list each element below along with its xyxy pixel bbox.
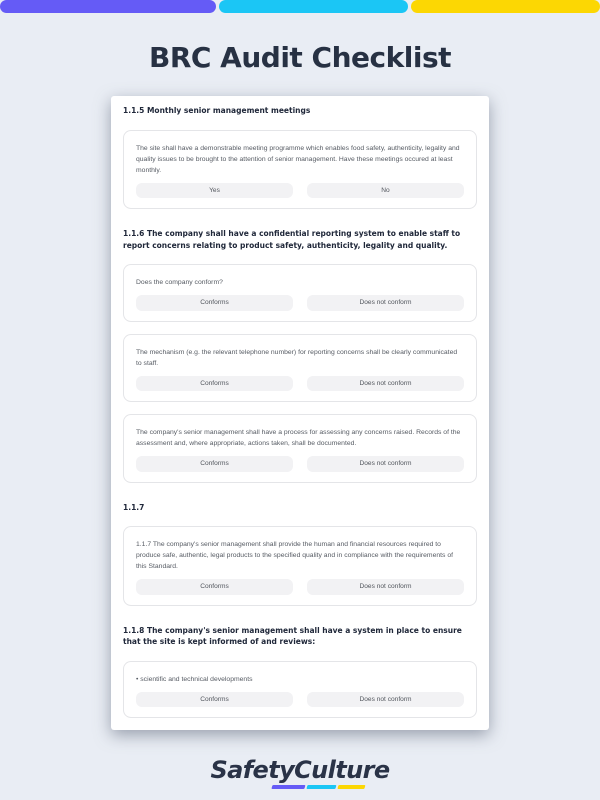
answer-button-does-not-conform[interactable]: Does not conform: [307, 692, 464, 708]
answer-button-conforms[interactable]: Conforms: [136, 579, 293, 595]
checklist-section: [121, 625, 479, 719]
answer-button-yes[interactable]: Yes: [136, 183, 293, 199]
question-text: The company's senior management shall have a process for assessing any concerns raised. Records of the assessment and, where appropriate, actions taken, shall be documented.: [136, 429, 461, 447]
logo-underline-cyan: [307, 785, 337, 789]
answer-button-row: [136, 295, 464, 311]
safetyculture-logo: [210, 757, 389, 789]
answer-button-does-not-conform[interactable]: Does not conform: [307, 376, 464, 392]
page-title: BRC Audit Checklist: [148, 41, 451, 74]
question-text: The mechanism (e.g. the relevant telephone number) for reporting concerns shall be clearly communicated to staff.: [136, 348, 458, 367]
answer-button-conforms[interactable]: Conforms: [136, 692, 293, 708]
checklist-card: [111, 96, 489, 730]
checklist-section: [121, 105, 479, 209]
logo-text-culture: Culture: [294, 756, 390, 784]
logo-text-safety: Safety: [210, 756, 295, 784]
answer-button-row: [136, 376, 464, 392]
question-box: [123, 130, 477, 210]
answer-button-does-not-conform[interactable]: Does not conform: [307, 295, 464, 311]
question-box: [123, 526, 477, 606]
question-text: Does the company conform?: [136, 279, 223, 286]
answer-button-conforms[interactable]: Conforms: [136, 376, 293, 392]
accent-segment-yellow: [411, 0, 600, 13]
question-text: • scientific and technical developments: [136, 675, 253, 683]
section-heading: 1.1.7: [123, 502, 145, 512]
answer-button-row: [136, 183, 464, 199]
section-heading: 1.1.5 Monthly senior management meetings: [123, 106, 311, 115]
answer-button-no[interactable]: No: [307, 183, 464, 199]
answer-button-row: [136, 579, 464, 595]
answer-button-does-not-conform[interactable]: Does not conform: [307, 579, 464, 595]
accent-segment-cyan: [219, 0, 408, 13]
question-box: [123, 414, 477, 483]
footer: [0, 757, 600, 789]
answer-button-does-not-conform[interactable]: Does not conform: [307, 456, 464, 472]
answer-button-conforms[interactable]: Conforms: [136, 456, 293, 472]
checklist-section: [121, 228, 479, 483]
question-box: [123, 264, 477, 322]
logo-underline-yellow: [338, 785, 366, 789]
logo-text: [210, 757, 389, 783]
question-box: [123, 661, 477, 719]
question-text: The site shall have a demonstrable meeting programme which enables food safety, authenticity, legality and quality issues to be brought to the attention of senior management. Have these meetings occured at least monthly.: [136, 144, 460, 174]
answer-button-row: [136, 456, 464, 472]
answer-button-row: [136, 692, 464, 708]
top-accent-bar: [0, 0, 600, 13]
logo-underline-purple: [272, 785, 306, 789]
section-heading: 1.1.8 The company's senior management shall have a system in place to ensure that the site is kept informed of and reviews:: [123, 625, 462, 646]
question-text: 1.1.7 The company's senior management shall provide the human and financial resources required to produce safe, authentic, legal products to the specified quality and in compliance with the requirements of this Standard.: [136, 541, 453, 570]
section-heading: 1.1.6 The company shall have a confidential reporting system to enable staff to report concerns relating to product safety, authenticity, legality and quality.: [123, 229, 461, 250]
question-box: [123, 334, 477, 403]
checklist-section: [121, 502, 479, 606]
answer-button-conforms[interactable]: Conforms: [136, 295, 293, 311]
accent-segment-purple: [0, 0, 216, 13]
logo-underline: [272, 785, 386, 789]
